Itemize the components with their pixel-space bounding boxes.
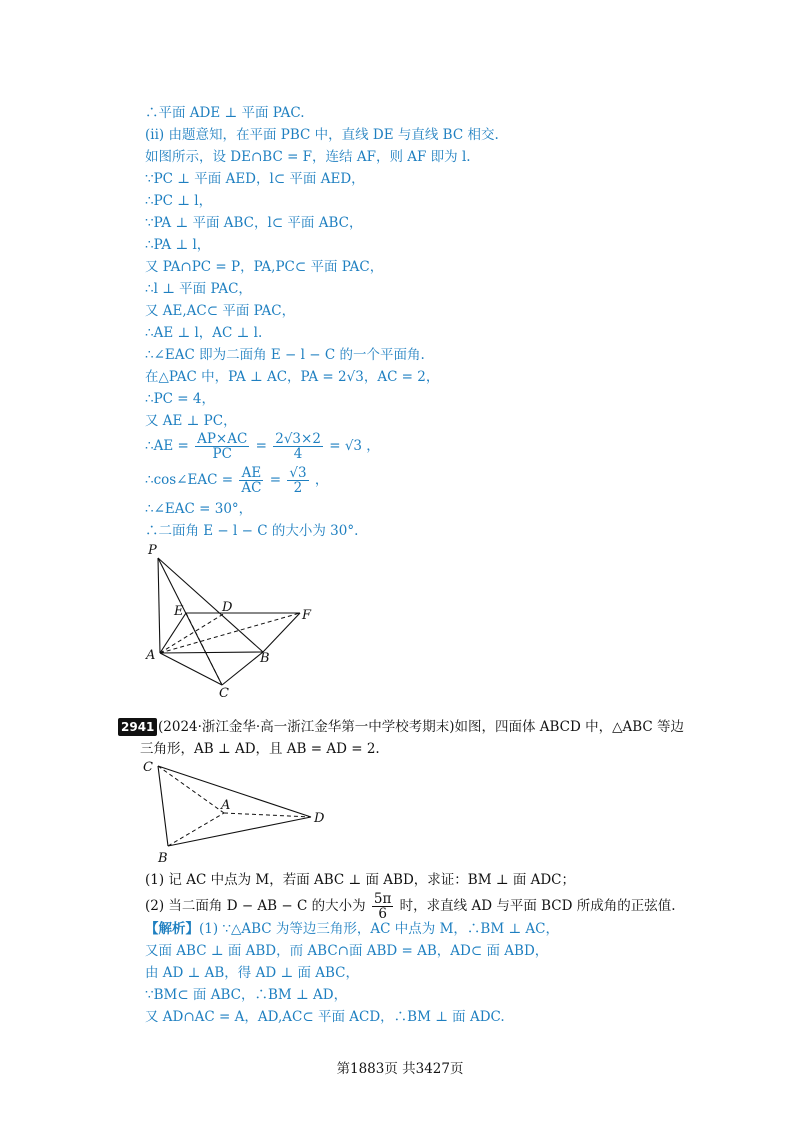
solution-line-3: 如图所示，设 DE∩BC = F，连结 AF，则 AF 即为 l. [145,149,471,165]
line-ad [160,613,225,653]
equation-cos-lhs: ∴cos∠EAC = [145,472,234,488]
problem-line-2: 三角形，AB ⊥ AD，且 AB = AD = 2. [140,741,380,757]
label-a: A [221,798,231,813]
equation-ae-rhs: = √3 ， [329,438,380,454]
equation-ae: ∴AE = $\frac{AP\times AC}{PC}$ = $\frac{2√3\times 2}{4}$ = √3 ， [145,431,380,462]
label-f: F [302,608,312,623]
fraction-ap-ac-over-pc: $\frac{AP\times AC}{PC}$ [197,431,248,462]
analysis-line-3: 由 AD ⊥ AB，得 AD ⊥ 面 ABC， [145,965,359,981]
solution-line-14: ∴PC = 4， [145,391,215,407]
solution-line-12: ∴∠EAC 即为二面角 E − l − C 的一个平面角. [145,347,425,363]
edge-cd [158,766,311,817]
label-p: P [148,543,157,558]
solution-line-6: ∵PA ⊥ 平面 ABC，l⊂ 平面 ABC， [145,215,363,231]
edge-ac [160,653,222,685]
edge-ad [224,813,311,817]
solution-line-2: (ii) 由题意知，在平面 PBC 中，直线 DE 与直线 BC 相交. [145,127,499,143]
edge-pa [158,558,160,653]
solution-line-5: ∴PC ⊥ l， [145,193,213,209]
label-c: C [219,686,229,700]
edge-ca [158,766,224,813]
question-1: (1) 记 AC 中点为 M，若面 ABC ⊥ 面 ABD，求证：BM ⊥ 面 ADC； [145,872,576,888]
analysis-line-2: 又面 ABC ⊥ 面 ABD，而 ABC∩面 ABD = AB，AD⊂ 面 ABD， [145,943,549,959]
line-af [160,613,300,653]
analysis-line-1: 【解析】(1) ∵△ABC 为等边三角形，AC 中点为 M，∴BM ⊥ AC， [145,921,560,937]
label-c: C [143,760,153,775]
edge-bd [168,817,311,846]
fraction-2root3-over-4: $\frac{2√3\times 2}{4}$ [275,431,321,462]
figure-tetrahedron-abcd [138,756,338,868]
solution-line-16: ∴∠EAC = 30°， [145,501,253,517]
solution-line-8: 又 PA∩PC = P，PA,PC⊂ 平面 PAC， [145,259,384,275]
page-footer: 第1883页 共3427页 [336,1061,464,1077]
figure-pyramid-pabc [140,540,330,700]
label-b: B [158,851,168,866]
solution-line-4: ∵PC ⊥ 平面 AED，l⊂ 平面 AED， [145,171,365,187]
analysis-line-4: ∵BM⊂ 面 ABC，∴BM ⊥ AD， [145,987,348,1003]
label-a: A [146,648,156,663]
problem-line-1: (2024·浙江金华·高一浙江金华第一中学校考期末)如图，四面体 ABCD 中，△ABC 等边 [158,719,685,735]
solution-line-7: ∴PA ⊥ l， [145,237,211,253]
fraction-root3-over-2: $\frac{√3}{2}$ [289,465,307,496]
analysis-line-5: 又 AD∩AC = A，AD,AC⊂ 平面 ACD，∴BM ⊥ 面 ADC. [145,1009,505,1025]
solution-line-17: ∴二面角 E − l − C 的大小为 30°. [145,523,359,539]
label-b: B [260,651,270,666]
solution-line-15: 又 AE ⊥ PC， [145,413,237,429]
solution-line-10: 又 AE,AC⊂ 平面 PAC， [145,303,296,319]
problem-number-badge: 2941 [118,718,157,736]
label-e: E [174,604,184,619]
edge-ba [168,813,224,846]
solution-line-13: 在△PAC 中，PA ⊥ AC，PA = 2√3，AC = 2， [145,369,440,385]
solution-line-9: ∴l ⊥ 平面 PAC， [145,281,252,297]
fraction-ae-over-ac: $\frac{AE}{AC}$ [241,465,262,496]
label-d: D [222,600,233,615]
fraction-5pi-over-6: $\frac{5\pi}{6}$ [373,891,392,922]
solution-line-11: ∴AE ⊥ l，AC ⊥ l. [145,325,263,341]
question-2: (2) 当二面角 D − AB − C 的大小为 $\frac{5\pi}{6}$ 时，求直线 AD 与平面 BCD 所成角的正弦值. [145,891,676,922]
label-d: D [314,811,325,826]
line-bf [263,613,300,652]
edge-ab [160,652,263,653]
solution-line-1: ∴平面 ADE ⊥ 平面 PAC. [145,105,305,121]
equation-cos: ∴cos∠EAC = $\frac{AE}{AC}$ = $\frac{√3}{2}$ ， [145,465,329,496]
analysis-tag: 【解析】 [145,921,199,937]
edge-cb [222,652,263,685]
edge-cb [158,766,168,846]
equation-ae-lhs: ∴AE = [145,438,189,454]
